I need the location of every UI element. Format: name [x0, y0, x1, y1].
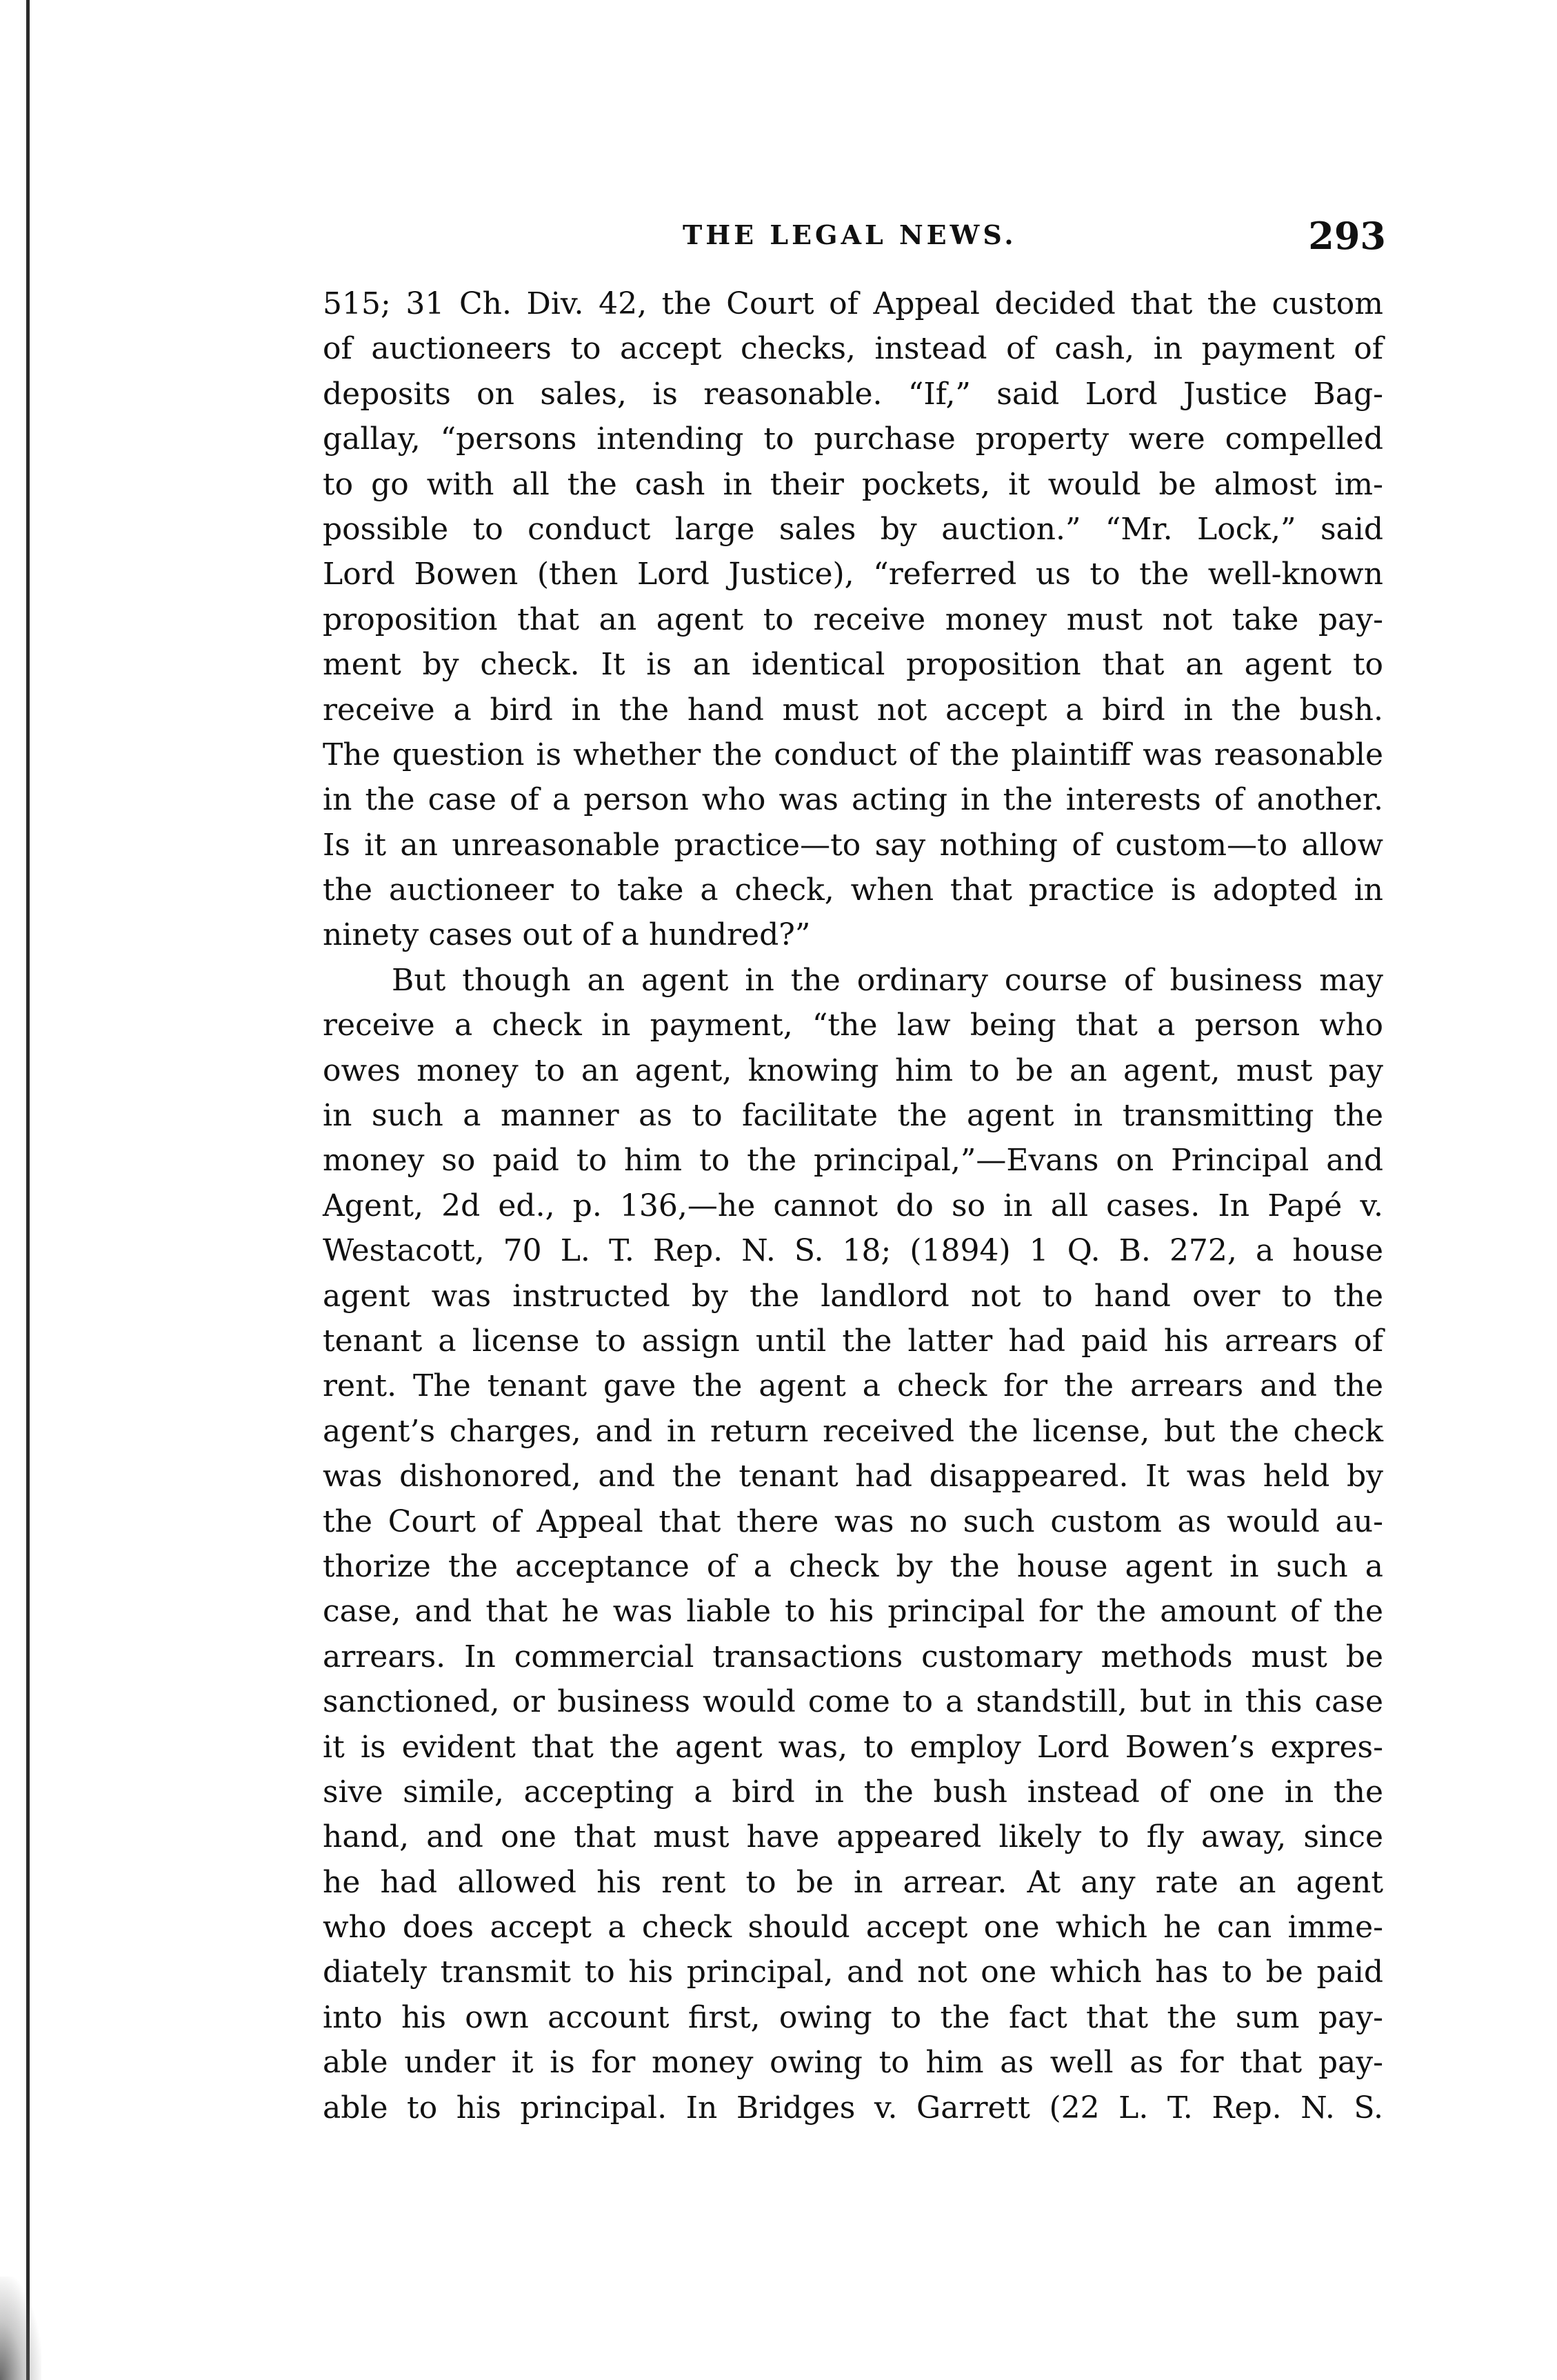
text-line: Agent, 2d ed., p. 136,—he cannot do so in all cases. In Papé v.: [323, 1188, 1383, 1223]
text-line: Lord Bowen (then Lord Justice), “referred us to the well-known: [323, 557, 1383, 592]
text-line: to go with all the cash in their pockets, it would be almost im-: [323, 466, 1383, 502]
text-line: ment by check. It is an identical proposition that an agent to: [323, 647, 1383, 683]
text-line: able to his principal. In Bridges v. Garrett (22 L. T. Rep. N. S.: [323, 2090, 1383, 2126]
text-line: able under it is for money owing to him as well as for that pay-: [323, 2045, 1383, 2081]
page-number: 293: [1308, 214, 1386, 258]
text-line: Is it an unreasonable practice—to say nothing of custom—to allow: [323, 827, 1383, 863]
text-line: 515; 31 Ch. Div. 42, the Court of Appeal decided that the custom: [323, 286, 1383, 321]
text-line: into his own account first, owing to the fact that the sum pay-: [323, 1999, 1383, 2035]
scan-smudge: [0, 2277, 41, 2380]
body-text: [323, 281, 1383, 2130]
text-line: ninety cases out of a hundred?”: [323, 917, 811, 953]
paragraph-2: [323, 958, 1383, 2130]
text-line: diately transmit to his principal, and not one which has to be paid: [323, 1954, 1383, 1990]
text-line: The question is whether the conduct of the plaintiff was reasonable: [323, 737, 1383, 772]
running-header: [324, 214, 1386, 261]
text-line: But though an agent in the ordinary course of business may: [392, 962, 1383, 998]
text-line: receive a check in payment, “the law being that a person who: [323, 1008, 1383, 1043]
text-line: was dishonored, and the tenant had disappeared. It was held by: [323, 1459, 1383, 1494]
paragraph-1: [323, 281, 1383, 958]
text-line: of auctioneers to accept checks, instead of cash, in payment of: [323, 331, 1383, 367]
text-line: gallay, “persons intending to purchase property were compelled: [323, 421, 1383, 457]
text-line: proposition that an agent to receive money must not take pay-: [323, 601, 1383, 637]
text-line: sanctioned, or business would come to a standstill, but in this case: [323, 1684, 1383, 1720]
text-line: possible to conduct large sales by auction.” “Mr. Lock,” said: [323, 511, 1383, 547]
text-line: agent was instructed by the landlord not to hand over to the: [323, 1278, 1383, 1314]
text-line: case, and that he was liable to his principal for the amount of the: [323, 1594, 1383, 1630]
text-line: hand, and one that must have appeared likely to fly away, since: [323, 1819, 1383, 1855]
text-line: money so paid to him to the principal,”—Evans on Principal and: [323, 1143, 1383, 1179]
text-line: who does accept a check should accept one which he can imme-: [323, 1910, 1383, 1946]
page-binding-edge: [26, 0, 30, 2380]
text-line: rent. The tenant gave the agent a check for the arrears and the: [323, 1368, 1383, 1404]
text-line: owes money to an agent, knowing him to be an agent, must pay: [323, 1052, 1383, 1088]
journal-title: THE LEGAL NEWS.: [683, 219, 1017, 250]
text-line: he had allowed his rent to be in arrear. At any rate an agent: [323, 1864, 1383, 1900]
text-line: the auctioneer to take a check, when that practice is adopted in: [323, 872, 1383, 908]
text-line: deposits on sales, is reasonable. “If,” said Lord Justice Bag-: [323, 376, 1383, 412]
text-line: arrears. In commercial transactions customary methods must be: [323, 1639, 1383, 1674]
text-line: in such a manner as to facilitate the agent in transmitting the: [323, 1098, 1383, 1134]
text-line: it is evident that the agent was, to employ Lord Bowen’s expres-: [323, 1729, 1383, 1765]
text-line: receive a bird in the hand must not accept a bird in the bush.: [323, 692, 1383, 728]
text-line: thorize the acceptance of a check by the house agent in such a: [323, 1548, 1383, 1584]
text-line: sive simile, accepting a bird in the bush instead of one in the: [323, 1774, 1383, 1810]
text-line: in the case of a person who was acting in the interests of another.: [323, 782, 1383, 818]
text-line: Westacott, 70 L. T. Rep. N. S. 18; (1894) 1 Q. B. 272, a house: [323, 1233, 1383, 1269]
text-line: the Court of Appeal that there was no such custom as would au-: [323, 1503, 1383, 1539]
text-line: agent’s charges, and in return received the license, but the check: [323, 1413, 1383, 1449]
text-line: tenant a license to assign until the latter had paid his arrears of: [323, 1323, 1383, 1359]
